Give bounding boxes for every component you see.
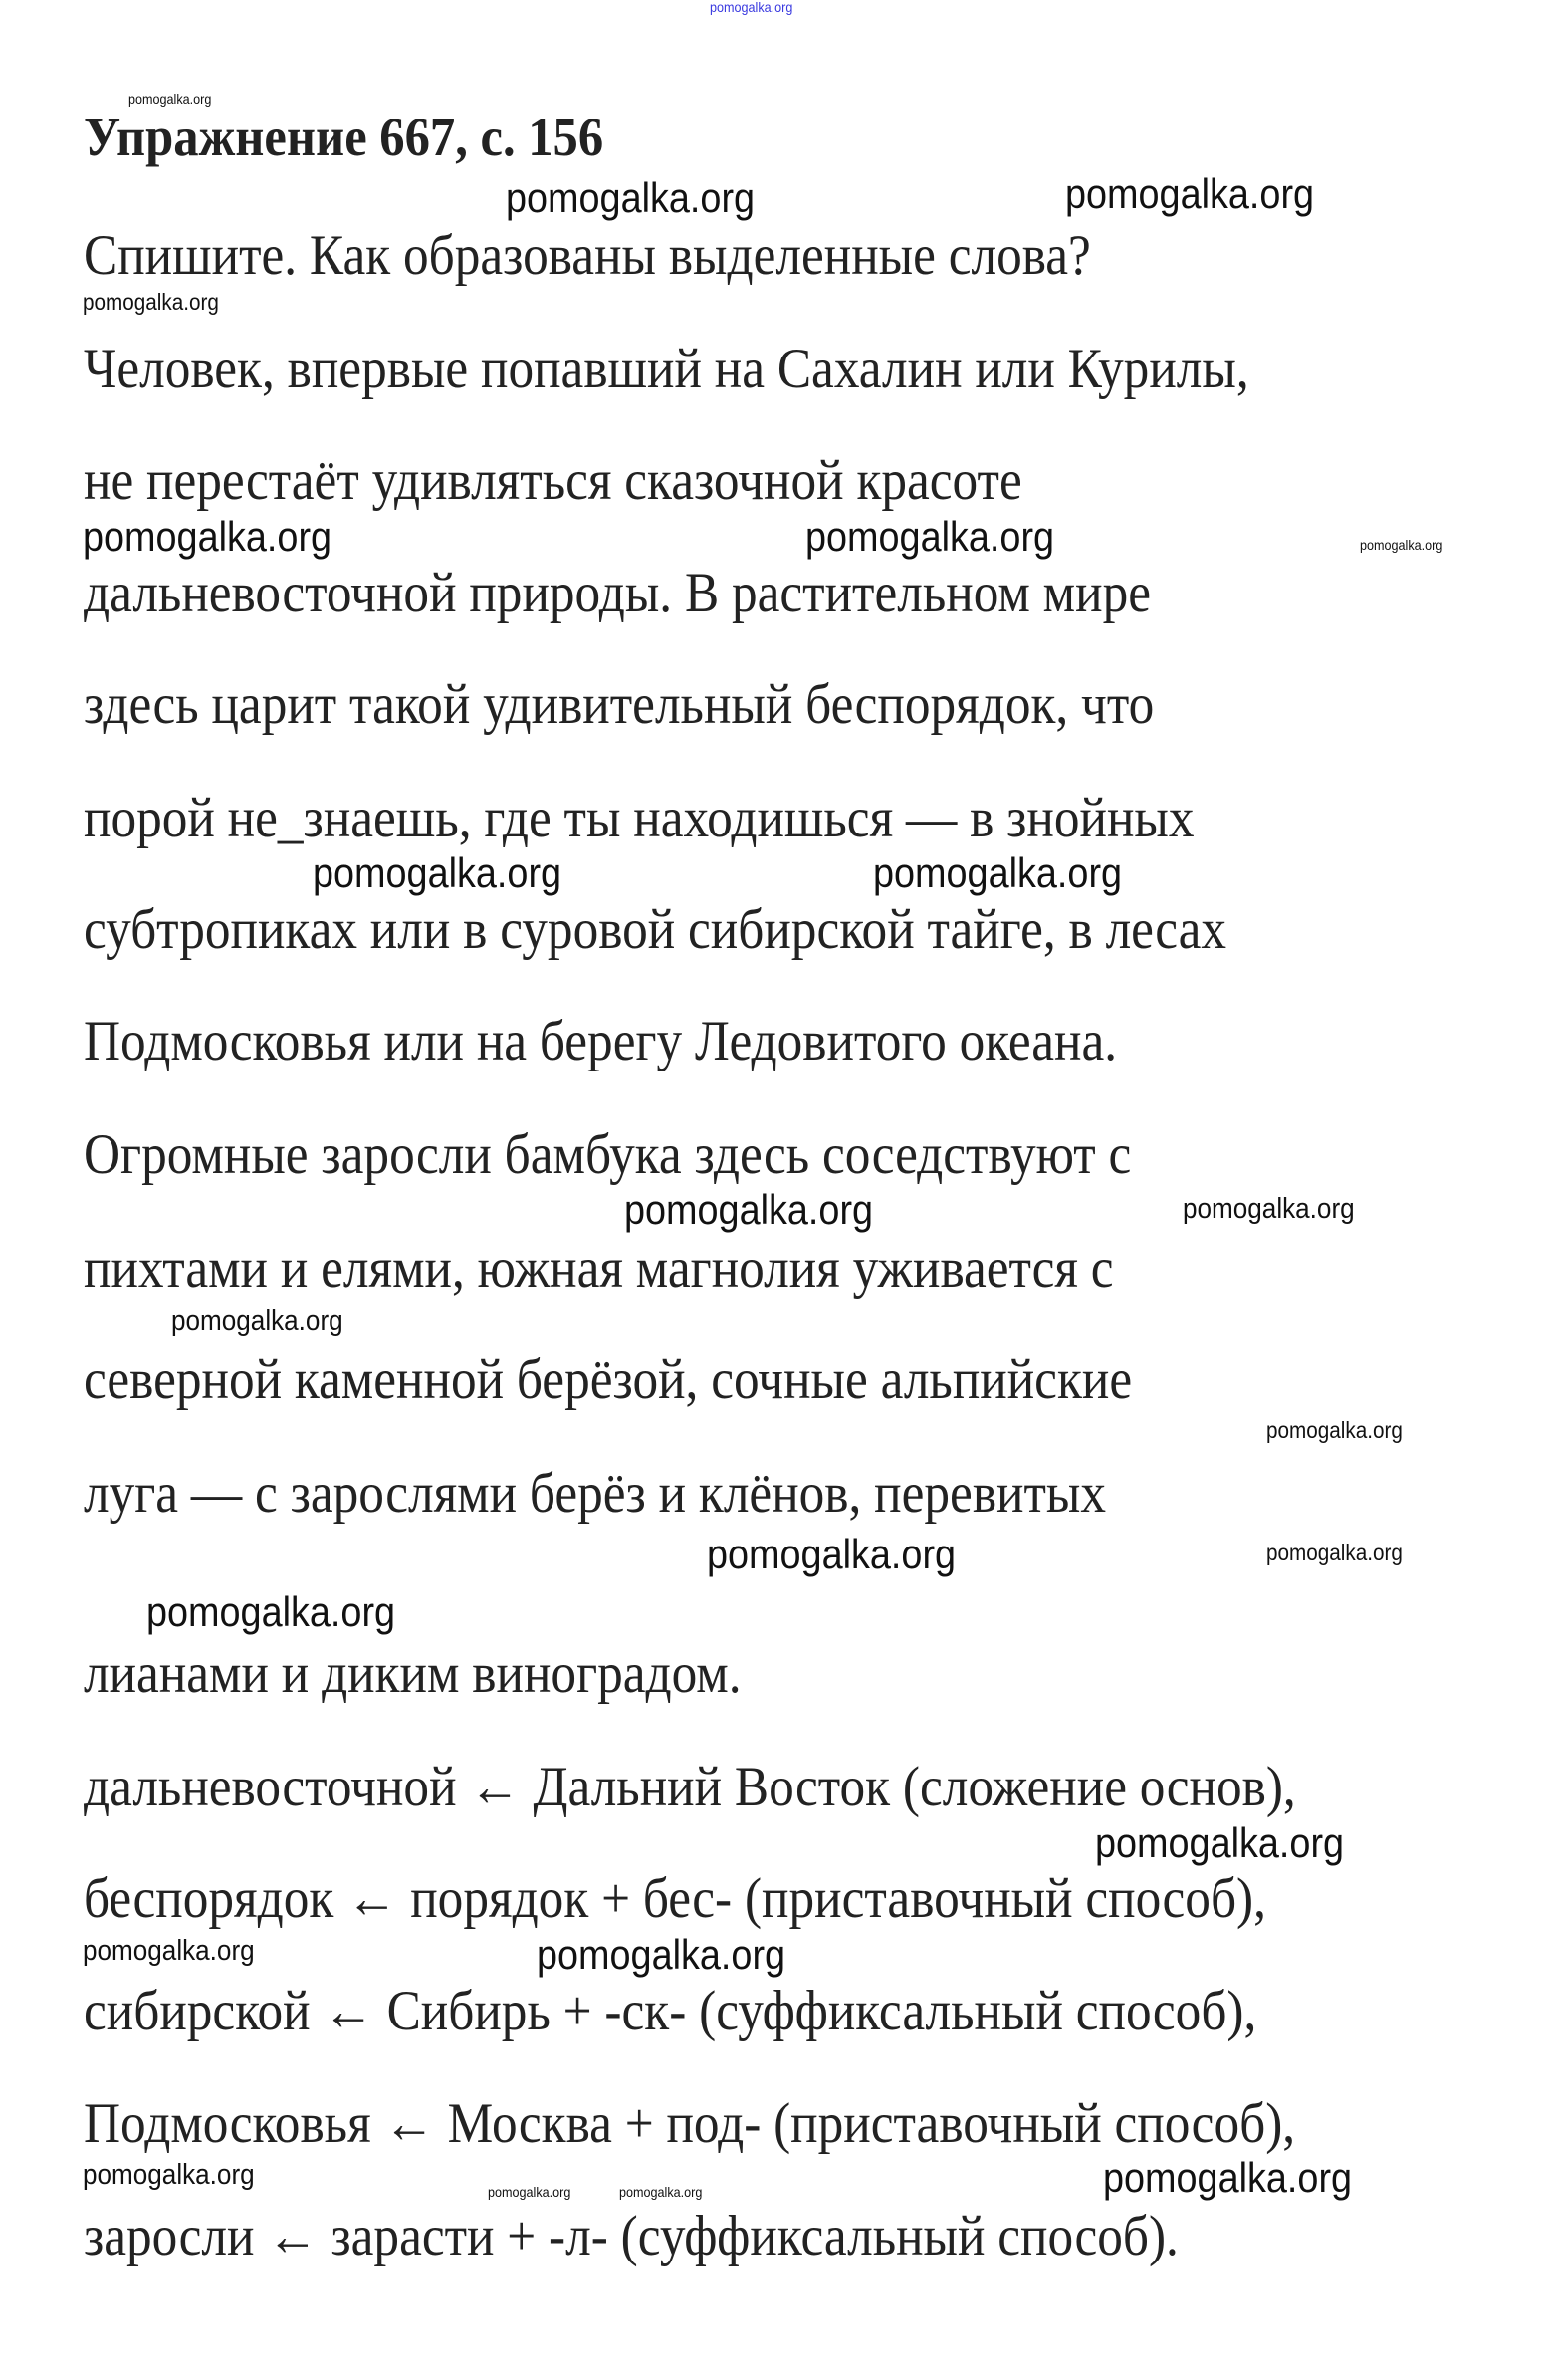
watermark: pomogalka.org xyxy=(710,0,793,15)
watermark: pomogalka.org xyxy=(537,1931,786,1978)
page-title: Упражнение 667, с. 156 xyxy=(84,107,604,167)
watermark: pomogalka.org xyxy=(1266,1540,1403,1565)
watermark: pomogalka.org xyxy=(624,1186,874,1233)
watermark: pomogalka.org xyxy=(488,2184,571,2200)
watermark: pomogalka.org xyxy=(1360,537,1443,553)
text-line: дальневосточной природы. В растительном мире xyxy=(84,562,1151,624)
watermark: pomogalka.org xyxy=(1266,1417,1403,1443)
text-line: лианами и диким виноградом. xyxy=(84,1642,742,1705)
watermark: pomogalka.org xyxy=(83,1935,255,1967)
text-line: пихтами и елями, южная магнолия уживается с xyxy=(84,1237,1114,1300)
text-line: порой не_знаешь, где ты находишься — в знойных xyxy=(84,787,1195,849)
watermark: pomogalka.org xyxy=(146,1588,396,1635)
watermark: pomogalka.org xyxy=(313,849,562,896)
watermark: pomogalka.org xyxy=(1183,1193,1355,1225)
text-line: Человек, впервые попавший на Сахалин или Курилы, xyxy=(84,338,1249,400)
text-line: северной каменной берёзой, сочные альпийские xyxy=(84,1348,1133,1411)
answer-line: сибирской ← Сибирь + -ск- (суффиксальный способ), xyxy=(84,1980,1257,2042)
watermark: pomogalka.org xyxy=(1103,2154,1353,2201)
watermark: pomogalka.org xyxy=(171,1306,343,1337)
task-instruction: Спишите. Как образованы выделенные слова? xyxy=(84,224,1091,287)
answer-line: дальневосточной ← Дальний Восток (сложение основ), xyxy=(84,1756,1296,1818)
answer-line: заросли ← зарасти + -л- (суффиксальный способ). xyxy=(84,2205,1179,2267)
watermark: pomogalka.org xyxy=(506,174,756,221)
answer-line: беспорядок ← порядок + бес- (приставочный способ), xyxy=(84,1867,1266,1930)
watermark: pomogalka.org xyxy=(83,513,332,560)
watermark: pomogalka.org xyxy=(619,2184,703,2200)
text-line: здесь царит такой удивительный беспорядок, что xyxy=(84,673,1155,736)
text-line: субтропиках или в суровой сибирской тайге, в лесах xyxy=(84,898,1227,961)
watermark: pomogalka.org xyxy=(1065,170,1315,217)
text-line: луга — с зарослями берёз и клёнов, перевитых xyxy=(84,1462,1107,1525)
watermark: pomogalka.org xyxy=(707,1531,957,1577)
text-line: Подмосковья или на берегу Ледовитого океана. xyxy=(84,1010,1118,1072)
watermark: pomogalka.org xyxy=(805,513,1055,560)
watermark: pomogalka.org xyxy=(1095,1819,1345,1866)
watermark: pomogalka.org xyxy=(128,91,212,107)
answer-line: Подмосковья ← Москва + под- (приставочный способ), xyxy=(84,2092,1296,2155)
watermark: pomogalka.org xyxy=(83,289,219,315)
text-line: не перестаёт удивляться сказочной красоте xyxy=(84,449,1022,512)
watermark: pomogalka.org xyxy=(873,849,1123,896)
text-line: Огромные заросли бамбука здесь соседствуют с xyxy=(84,1123,1132,1186)
watermark: pomogalka.org xyxy=(83,2159,255,2191)
